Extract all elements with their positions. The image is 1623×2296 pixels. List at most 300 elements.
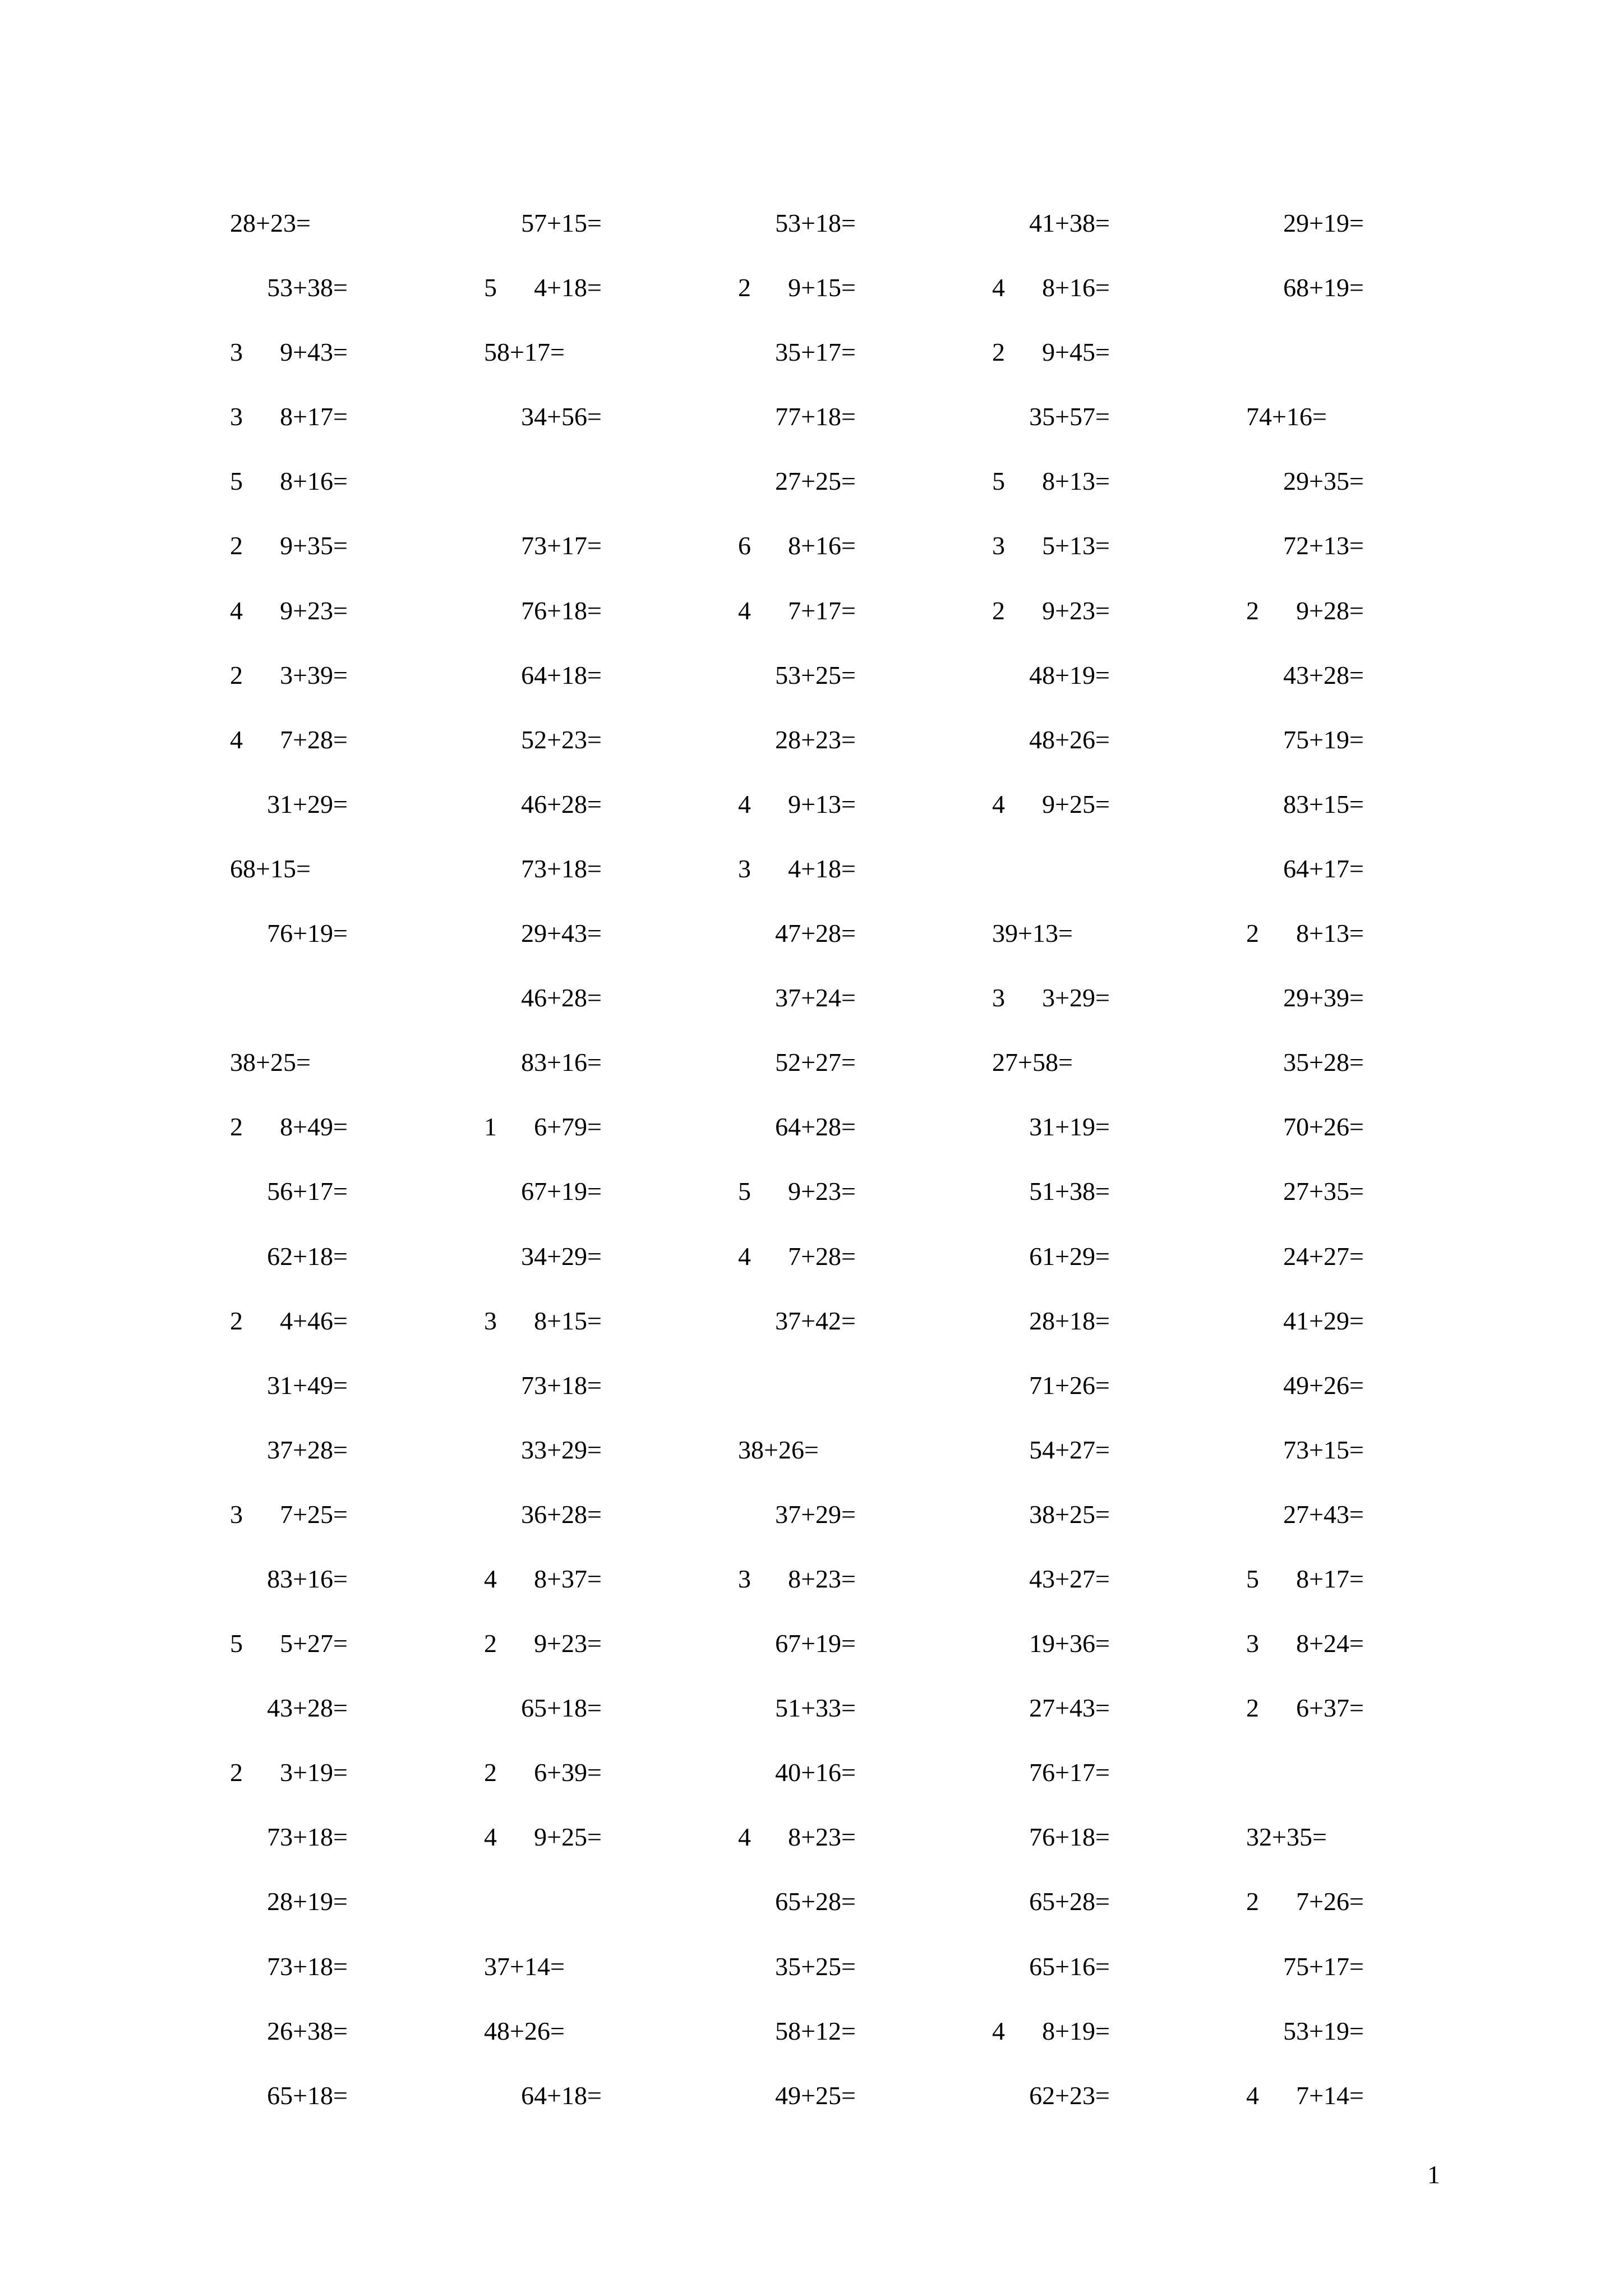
problem-split-digit: 3 [992,983,1005,1013]
problem-cell [484,1690,602,1723]
problem-cell [738,657,856,691]
problem-text: 43+28= [267,1694,348,1723]
problem-cell [738,1819,856,1852]
problem-text: 7+25= [280,1499,348,1529]
problem-cell [738,1754,856,1788]
problem-split-digit: 1 [484,1112,497,1142]
problem-cell [230,1303,348,1336]
problem-text: 76+18= [1029,1823,1110,1852]
problem-text: 34+29= [521,1241,602,1271]
problem-text: 48+26= [1029,725,1110,754]
problem-text: 37+28= [267,1435,348,1464]
problem-cell [484,1238,602,1272]
problem-split-digit: 2 [992,338,1005,367]
problem-text: 76+18= [521,596,602,625]
problem-cell [484,1044,602,1078]
problem-cell [992,1690,1110,1723]
problem-text: 46+28= [521,789,602,818]
problem-text: 8+16= [788,531,856,560]
problem-cell [230,463,348,496]
problem-text: 65+28= [775,1887,856,1916]
problem-cell [230,1367,348,1401]
problem-cell [992,2077,1110,2111]
problem-cell [992,1044,1110,1078]
problem-cell [738,463,856,496]
problem-cell [484,1367,602,1401]
problem-cell [992,592,1110,626]
problem-cell [1246,1108,1364,1142]
problem-text: 75+19= [1283,725,1364,754]
problem-cell [230,2013,348,2046]
problem-text: 4+46= [280,1306,348,1335]
problem-text: 40+16= [775,1758,856,1787]
problem-text: 9+43= [280,338,348,367]
problem-text: 65+28= [1029,1887,1110,1916]
problem-cell [230,786,348,820]
problem-cell [484,721,602,755]
problem-cell [230,2077,348,2111]
problem-text: 48+19= [1029,660,1110,689]
problem-cell [1246,527,1364,561]
problem-split-digit: 2 [738,273,751,302]
problem-cell [484,1173,602,1207]
problem-cell [992,1303,1110,1336]
problem-cell [1246,1173,1364,1207]
problem-text: 9+45= [1042,338,1110,367]
problem-cell [1246,1948,1364,1982]
problem-cell [484,592,602,626]
problem-cell [1246,1625,1364,1659]
problem-split-digit: 2 [230,660,243,689]
problem-text: 83+16= [267,1564,348,1593]
problem-text: 9+15= [788,273,856,302]
problem-text: 29+39= [1283,983,1364,1013]
problem-text: 27+25= [775,467,856,496]
problem-text: 49+26= [1283,1370,1364,1400]
problem-text: 24+27= [1283,1241,1364,1271]
problem-text: 7+14= [1296,2081,1364,2110]
problem-text: 46+28= [521,983,602,1013]
problem-text: 37+14= [484,1952,565,1981]
problem-split-digit: 3 [738,854,751,883]
problem-cell [230,592,348,626]
problem-text: 35+17= [775,338,856,367]
problem-cell [992,1561,1110,1594]
problem-text: 33+29= [521,1435,602,1464]
problem-text: 71+26= [1029,1370,1110,1400]
problem-cell [230,1173,348,1207]
problem-text: 8+23= [788,1823,856,1852]
problem-cell [230,1561,348,1594]
problem-text: 53+19= [1283,2016,1364,2045]
problem-text: 9+23= [534,1629,602,1658]
problem-text: 65+18= [521,1694,602,1723]
problem-text: 52+27= [775,1048,856,1077]
problem-split-digit: 5 [484,273,497,302]
problem-text: 8+16= [280,467,348,496]
problem-text: 5+27= [280,1629,348,1658]
problem-cell [738,1044,856,1078]
problem-text: 35+25= [775,1952,856,1981]
problem-cell [230,1432,348,1465]
problem-cell [484,2013,602,2046]
problem-cell [484,2077,602,2111]
problem-cell [484,463,602,496]
problem-text: 38+26= [738,1435,819,1464]
problem-text: 67+19= [521,1177,602,1206]
problem-split-digit: 3 [992,531,1005,560]
problem-text: 52+23= [521,725,602,754]
problem-cell [738,1625,856,1659]
problem-text: 28+23= [230,209,311,237]
problem-split-digit: 3 [738,1564,751,1593]
problem-text: 8+24= [1296,1629,1364,1658]
problem-cell [738,1690,856,1723]
problem-cell [230,721,348,755]
problem-text: 27+35= [1283,1177,1364,1206]
problem-text: 27+43= [1283,1499,1364,1529]
problem-text: 8+17= [280,402,348,431]
problem-split-digit: 4 [738,789,751,818]
problem-text: 57+15= [521,209,602,237]
problem-cell [992,721,1110,755]
problem-split-digit: 3 [230,338,243,367]
problem-cell [484,786,602,820]
problem-text: 32+35= [1246,1823,1327,1852]
problem-cell [1246,398,1364,432]
problem-text: 74+16= [1246,402,1327,431]
problem-cell [230,1819,348,1852]
problem-cell [738,527,856,561]
problem-text: 3+39= [280,660,348,689]
problem-cell [484,1819,602,1852]
problem-cell [484,1948,602,1982]
problem-cell [484,1754,602,1788]
problem-text: 56+17= [267,1177,348,1206]
problem-text: 7+26= [1296,1887,1364,1916]
problem-split-digit: 2 [1246,1887,1259,1916]
problem-text: 9+25= [1042,789,1110,818]
problem-cell [230,1754,348,1788]
problem-cell [992,1238,1110,1272]
problem-cell [1246,1819,1364,1852]
problem-cell [1246,334,1364,367]
problem-text: 64+17= [1283,854,1364,883]
problem-text: 73+18= [521,854,602,883]
problem-text: 77+18= [775,402,856,431]
problem-text: 58+12= [775,2016,856,2045]
problem-text: 5+13= [1042,531,1110,560]
problem-cell [738,1883,856,1917]
problem-cell [738,269,856,303]
problem-cell [992,269,1110,303]
problem-text: 72+13= [1283,531,1364,560]
problem-cell [484,527,602,561]
problem-text: 31+19= [1029,1112,1110,1142]
problem-text: 35+28= [1283,1048,1364,1077]
problem-cell [738,1948,856,1982]
problem-cell [992,979,1110,1013]
problem-text: 8+16= [1042,273,1110,302]
problem-text: 49+25= [775,2081,856,2110]
problem-text: 68+15= [230,854,311,883]
problem-cell [992,1625,1110,1659]
problem-text: 6+37= [1296,1694,1364,1723]
problem-cell [738,592,856,626]
problem-split-digit: 2 [230,1758,243,1787]
problem-text: 73+15= [1283,1435,1364,1464]
problem-text: 70+26= [1283,1112,1364,1142]
problem-split-digit: 3 [1246,1629,1259,1658]
problem-text: 38+25= [230,1048,311,1077]
problem-cell [1246,592,1364,626]
problem-split-digit: 6 [738,531,751,560]
problem-cell [1246,1044,1364,1078]
problem-cell [230,1044,348,1078]
problem-text: 9+35= [280,531,348,560]
problem-cell [1246,2077,1364,2111]
problem-text: 27+58= [992,1048,1073,1077]
problem-text: 76+19= [267,919,348,948]
problem-cell [992,334,1110,367]
problem-split-digit: 2 [1246,919,1259,948]
problem-split-digit: 5 [230,1629,243,1658]
problem-text: 6+39= [534,1758,602,1787]
problem-split-digit: 3 [230,1499,243,1529]
problem-cell [738,2077,856,2111]
problem-split-digit: 4 [738,596,751,625]
problem-text: 7+28= [280,725,348,754]
problem-cell [992,1108,1110,1142]
problem-cell [992,1883,1110,1917]
problem-cell [992,1948,1110,1982]
problem-split-digit: 2 [230,531,243,560]
problem-text: 9+25= [534,1823,602,1852]
problem-cell [230,1496,348,1530]
problem-text: 29+35= [1283,467,1364,496]
problem-cell [1246,1238,1364,1272]
problem-cell [484,269,602,303]
problem-text: 53+25= [775,660,856,689]
problem-cell [484,979,602,1013]
problem-cell [738,1238,856,1272]
problem-split-digit: 5 [992,467,1005,496]
problem-text: 3+29= [1042,983,1110,1013]
problem-cell [484,1561,602,1594]
problem-cell [738,1173,856,1207]
problem-split-digit: 4 [992,273,1005,302]
problem-cell [738,1367,856,1401]
problem-cell [992,398,1110,432]
problem-cell [1246,1883,1364,1917]
problem-text: 51+33= [775,1694,856,1723]
problem-split-digit: 4 [484,1823,497,1852]
problem-text: 3+19= [280,1758,348,1787]
problem-text: 48+26= [484,2016,565,2045]
problem-text: 62+18= [267,1241,348,1271]
problem-cell [1246,1561,1364,1594]
problem-cell [484,657,602,691]
problem-split-digit: 4 [738,1823,751,1852]
problem-text: 39+13= [992,919,1073,948]
problem-text: 8+37= [534,1564,602,1593]
problem-text: 64+28= [775,1112,856,1142]
problem-split-digit: 5 [230,467,243,496]
problem-text: 41+29= [1283,1306,1364,1335]
problem-cell [1246,657,1364,691]
problem-split-digit: 2 [992,596,1005,625]
problem-cell [484,1303,602,1336]
problem-text: 8+23= [788,1564,856,1593]
problem-cell [738,915,856,949]
problem-text: 54+27= [1029,1435,1110,1464]
problem-cell [484,1432,602,1465]
problem-cell [1246,1432,1364,1465]
problem-cell [230,1883,348,1917]
problem-text: 31+29= [267,789,348,818]
problem-text: 53+18= [775,209,856,237]
problem-cell [738,1496,856,1530]
problem-text: 68+19= [1283,273,1364,302]
problem-text: 8+15= [534,1306,602,1335]
problem-cell [1246,850,1364,884]
problem-cell [738,979,856,1013]
problem-cell [992,1173,1110,1207]
problem-split-digit: 5 [738,1177,751,1206]
problem-text: 28+23= [775,725,856,754]
problem-cell [1246,2013,1364,2046]
problem-split-digit: 2 [1246,1694,1259,1723]
problem-split-digit: 4 [230,596,243,625]
problem-text: 73+18= [521,1370,602,1400]
problem-cell [992,1754,1110,1788]
problem-text: 37+24= [775,983,856,1013]
problem-cell [992,463,1110,496]
problem-text: 27+43= [1029,1694,1110,1723]
problem-text: 8+49= [280,1112,348,1142]
problem-text: 31+49= [267,1370,348,1400]
problem-text: 19+36= [1029,1629,1110,1658]
problem-text: 38+25= [1029,1499,1110,1529]
problem-cell [484,205,602,238]
problem-cell [1246,1496,1364,1530]
problem-text: 7+17= [788,596,856,625]
problem-text: 64+18= [521,2081,602,2110]
problem-text: 9+23= [280,596,348,625]
problem-cell [230,979,348,1013]
problem-cell [738,721,856,755]
problem-cell [230,657,348,691]
problem-cell [992,527,1110,561]
problem-cell [738,398,856,432]
problem-cell [230,850,348,884]
problem-split-digit: 4 [738,1241,751,1271]
problem-split-digit: 4 [230,725,243,754]
problem-text: 75+17= [1283,1952,1364,1981]
problem-split-digit: 2 [484,1629,497,1658]
problem-cell [230,1948,348,1982]
problem-split-digit: 2 [230,1112,243,1142]
problem-cell [230,269,348,303]
problem-cell [230,334,348,367]
problem-cell [738,2013,856,2046]
problem-cell [992,205,1110,238]
problem-text: 8+17= [1296,1564,1364,1593]
problem-cell [992,850,1110,884]
problem-cell [484,398,602,432]
problem-cell [230,1690,348,1723]
problem-split-digit: 4 [1246,2081,1259,2110]
problem-text: 83+16= [521,1048,602,1077]
problem-split-digit: 3 [484,1306,497,1335]
problem-cell [738,1108,856,1142]
problem-cell [484,334,602,367]
problem-cell [230,1625,348,1659]
problem-split-digit: 5 [1246,1564,1259,1593]
problem-split-digit: 3 [230,402,243,431]
problem-cell [738,786,856,820]
problem-cell [1246,979,1364,1013]
problem-cell [484,915,602,949]
page-number: 1 [1427,2160,1440,2189]
problem-cell [1246,1303,1364,1336]
problem-split-digit: 4 [992,2016,1005,2045]
problem-text: 29+43= [521,919,602,948]
problem-text: 28+19= [267,1887,348,1916]
problem-text: 64+18= [521,660,602,689]
problem-cell [992,1367,1110,1401]
problem-cell [230,915,348,949]
problem-text: 37+42= [775,1306,856,1335]
problem-text: 9+23= [1042,596,1110,625]
problem-cell [992,1819,1110,1852]
problem-text: 7+28= [788,1241,856,1271]
problem-split-digit: 4 [992,789,1005,818]
problem-text: 8+13= [1042,467,1110,496]
problem-text: 35+57= [1029,402,1110,431]
problem-cell [230,1108,348,1142]
problem-text: 61+29= [1029,1241,1110,1271]
problem-text: 37+29= [775,1499,856,1529]
problem-text: 34+56= [521,402,602,431]
problem-cell [738,1432,856,1465]
problem-cell [230,527,348,561]
problem-text: 65+18= [267,2081,348,2110]
problem-text: 67+19= [775,1629,856,1658]
problem-cell [1246,915,1364,949]
problem-text: 8+19= [1042,2016,1110,2045]
problem-cell [992,2013,1110,2046]
problem-text: 28+18= [1029,1306,1110,1335]
problem-text: 36+28= [521,1499,602,1529]
problem-split-digit: 4 [484,1564,497,1593]
problem-cell [1246,205,1364,238]
problem-text: 9+23= [788,1177,856,1206]
problem-text: 8+13= [1296,919,1364,948]
problem-text: 4+18= [534,273,602,302]
problem-cell [992,657,1110,691]
problem-cell [992,1432,1110,1465]
problem-cell [1246,1690,1364,1723]
problem-cell [484,1496,602,1530]
problem-cell [1246,463,1364,496]
problem-text: 43+27= [1029,1564,1110,1593]
problem-text: 53+38= [267,273,348,302]
problem-cell [1246,1367,1364,1401]
problem-cell [484,1883,602,1917]
problem-cell [1246,269,1364,303]
problem-text: 41+38= [1029,209,1110,237]
